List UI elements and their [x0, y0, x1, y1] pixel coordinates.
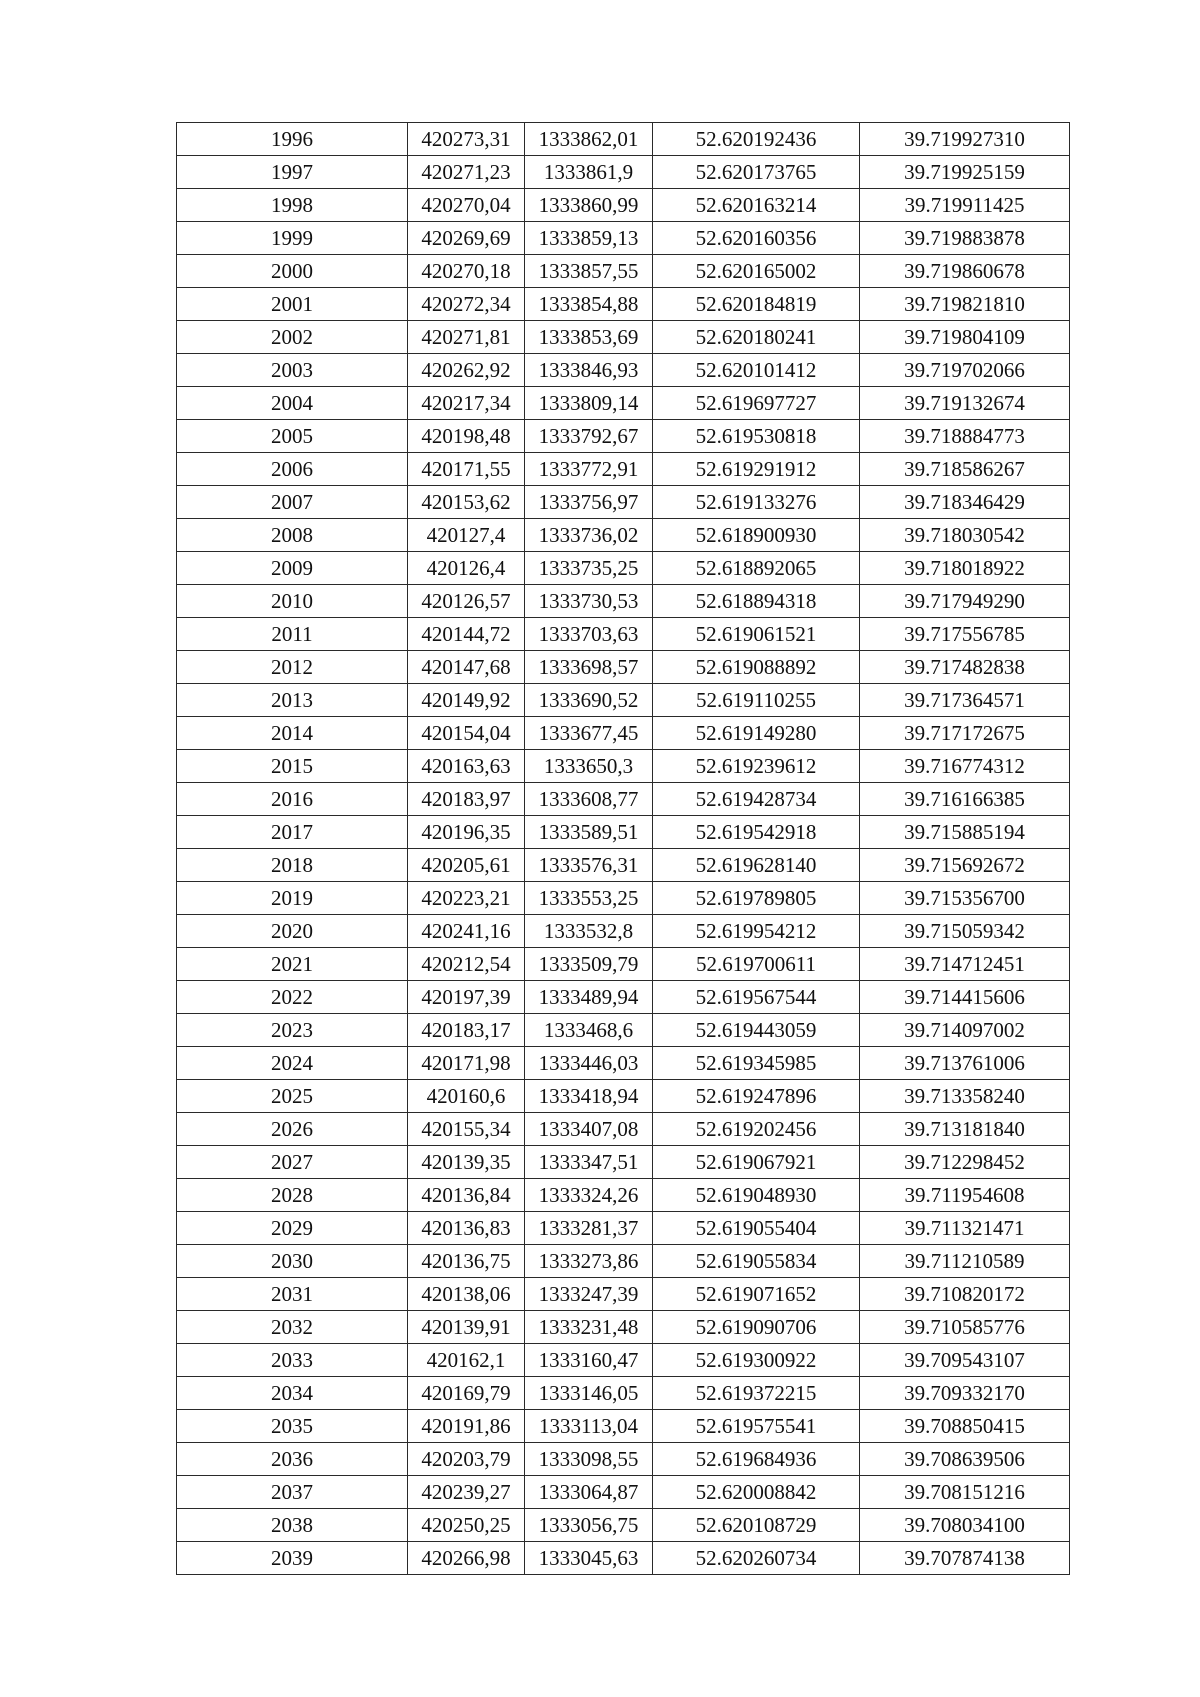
point-number-cell: 2026	[177, 1113, 408, 1146]
latitude-cell: 52.619684936	[653, 1443, 860, 1476]
y-coordinate-cell: 1333056,75	[525, 1509, 653, 1542]
point-number-cell: 2031	[177, 1278, 408, 1311]
x-coordinate-cell: 420241,16	[408, 915, 525, 948]
table-row	[177, 585, 1070, 618]
table-row	[177, 1410, 1070, 1443]
point-number-cell: 2020	[177, 915, 408, 948]
table-row	[177, 717, 1070, 750]
point-number-cell: 2021	[177, 948, 408, 981]
point-number-cell: 1997	[177, 156, 408, 189]
latitude-cell: 52.619055404	[653, 1212, 860, 1245]
latitude-cell: 52.619428734	[653, 783, 860, 816]
latitude-cell: 52.620101412	[653, 354, 860, 387]
y-coordinate-cell: 1333698,57	[525, 651, 653, 684]
longitude-cell: 39.718030542	[860, 519, 1070, 552]
longitude-cell: 39.719883878	[860, 222, 1070, 255]
longitude-cell: 39.717482838	[860, 651, 1070, 684]
table-row	[177, 1443, 1070, 1476]
table-row	[177, 1014, 1070, 1047]
y-coordinate-cell: 1333854,88	[525, 288, 653, 321]
x-coordinate-cell: 420147,68	[408, 651, 525, 684]
latitude-cell: 52.619372215	[653, 1377, 860, 1410]
y-coordinate-cell: 1333418,94	[525, 1080, 653, 1113]
x-coordinate-cell: 420136,83	[408, 1212, 525, 1245]
table-row	[177, 882, 1070, 915]
table-row	[177, 486, 1070, 519]
table-row	[177, 1179, 1070, 1212]
longitude-cell: 39.710820172	[860, 1278, 1070, 1311]
y-coordinate-cell: 1333247,39	[525, 1278, 653, 1311]
point-number-cell: 2029	[177, 1212, 408, 1245]
point-number-cell: 2003	[177, 354, 408, 387]
x-coordinate-cell: 420171,98	[408, 1047, 525, 1080]
point-number-cell: 2010	[177, 585, 408, 618]
table-row	[177, 255, 1070, 288]
longitude-cell: 39.718018922	[860, 552, 1070, 585]
longitude-cell: 39.717556785	[860, 618, 1070, 651]
x-coordinate-cell: 420126,57	[408, 585, 525, 618]
longitude-cell: 39.718884773	[860, 420, 1070, 453]
point-number-cell: 2008	[177, 519, 408, 552]
latitude-cell: 52.620008842	[653, 1476, 860, 1509]
x-coordinate-cell: 420270,18	[408, 255, 525, 288]
y-coordinate-cell: 1333857,55	[525, 255, 653, 288]
table-row	[177, 1476, 1070, 1509]
latitude-cell: 52.618900930	[653, 519, 860, 552]
x-coordinate-cell: 420155,34	[408, 1113, 525, 1146]
table-row	[177, 1542, 1070, 1575]
longitude-cell: 39.716774312	[860, 750, 1070, 783]
latitude-cell: 52.620173765	[653, 156, 860, 189]
point-number-cell: 2036	[177, 1443, 408, 1476]
y-coordinate-cell: 1333347,51	[525, 1146, 653, 1179]
y-coordinate-cell: 1333468,6	[525, 1014, 653, 1047]
table-row	[177, 1278, 1070, 1311]
x-coordinate-cell: 420127,4	[408, 519, 525, 552]
point-number-cell: 2023	[177, 1014, 408, 1047]
x-coordinate-cell: 420160,6	[408, 1080, 525, 1113]
point-number-cell: 1998	[177, 189, 408, 222]
x-coordinate-cell: 420217,34	[408, 387, 525, 420]
table-row	[177, 420, 1070, 453]
point-number-cell: 2028	[177, 1179, 408, 1212]
longitude-cell: 39.707874138	[860, 1542, 1070, 1575]
x-coordinate-cell: 420183,17	[408, 1014, 525, 1047]
point-number-cell: 2027	[177, 1146, 408, 1179]
x-coordinate-cell: 420239,27	[408, 1476, 525, 1509]
y-coordinate-cell: 1333809,14	[525, 387, 653, 420]
y-coordinate-cell: 1333736,02	[525, 519, 653, 552]
point-number-cell: 2005	[177, 420, 408, 453]
x-coordinate-cell: 420136,84	[408, 1179, 525, 1212]
x-coordinate-cell: 420197,39	[408, 981, 525, 1014]
longitude-cell: 39.719927310	[860, 123, 1070, 156]
table-row	[177, 453, 1070, 486]
latitude-cell: 52.619247896	[653, 1080, 860, 1113]
y-coordinate-cell: 1333589,51	[525, 816, 653, 849]
y-coordinate-cell: 1333772,91	[525, 453, 653, 486]
longitude-cell: 39.711954608	[860, 1179, 1070, 1212]
y-coordinate-cell: 1333860,99	[525, 189, 653, 222]
coordinates-table-body	[177, 123, 1070, 1575]
latitude-cell: 52.619055834	[653, 1245, 860, 1278]
x-coordinate-cell: 420138,06	[408, 1278, 525, 1311]
point-number-cell: 2038	[177, 1509, 408, 1542]
table-row	[177, 123, 1070, 156]
point-number-cell: 2012	[177, 651, 408, 684]
table-row	[177, 354, 1070, 387]
table-row	[177, 189, 1070, 222]
x-coordinate-cell: 420212,54	[408, 948, 525, 981]
longitude-cell: 39.718346429	[860, 486, 1070, 519]
point-number-cell: 2018	[177, 849, 408, 882]
y-coordinate-cell: 1333446,03	[525, 1047, 653, 1080]
table-row	[177, 1080, 1070, 1113]
table-row	[177, 1509, 1070, 1542]
table-row	[177, 684, 1070, 717]
latitude-cell: 52.620165002	[653, 255, 860, 288]
table-row	[177, 1212, 1070, 1245]
y-coordinate-cell: 1333703,63	[525, 618, 653, 651]
x-coordinate-cell: 420163,63	[408, 750, 525, 783]
y-coordinate-cell: 1333281,37	[525, 1212, 653, 1245]
x-coordinate-cell: 420203,79	[408, 1443, 525, 1476]
y-coordinate-cell: 1333489,94	[525, 981, 653, 1014]
point-number-cell: 2006	[177, 453, 408, 486]
point-number-cell: 2004	[177, 387, 408, 420]
table-row	[177, 1047, 1070, 1080]
table-row	[177, 1245, 1070, 1278]
table-row	[177, 519, 1070, 552]
longitude-cell: 39.717949290	[860, 585, 1070, 618]
point-number-cell: 2002	[177, 321, 408, 354]
point-number-cell: 2019	[177, 882, 408, 915]
y-coordinate-cell: 1333324,26	[525, 1179, 653, 1212]
point-number-cell: 2033	[177, 1344, 408, 1377]
longitude-cell: 39.708034100	[860, 1509, 1070, 1542]
latitude-cell: 52.618894318	[653, 585, 860, 618]
table-row	[177, 1311, 1070, 1344]
y-coordinate-cell: 1333553,25	[525, 882, 653, 915]
point-number-cell: 2025	[177, 1080, 408, 1113]
x-coordinate-cell: 420171,55	[408, 453, 525, 486]
table-row	[177, 387, 1070, 420]
table-row	[177, 321, 1070, 354]
latitude-cell: 52.619789805	[653, 882, 860, 915]
x-coordinate-cell: 420198,48	[408, 420, 525, 453]
latitude-cell: 52.619697727	[653, 387, 860, 420]
point-number-cell: 2007	[177, 486, 408, 519]
y-coordinate-cell: 1333861,9	[525, 156, 653, 189]
x-coordinate-cell: 420272,34	[408, 288, 525, 321]
latitude-cell: 52.619345985	[653, 1047, 860, 1080]
longitude-cell: 39.715059342	[860, 915, 1070, 948]
longitude-cell: 39.715885194	[860, 816, 1070, 849]
latitude-cell: 52.619133276	[653, 486, 860, 519]
x-coordinate-cell: 420271,23	[408, 156, 525, 189]
x-coordinate-cell: 420149,92	[408, 684, 525, 717]
point-number-cell: 2000	[177, 255, 408, 288]
y-coordinate-cell: 1333735,25	[525, 552, 653, 585]
y-coordinate-cell: 1333862,01	[525, 123, 653, 156]
longitude-cell: 39.715692672	[860, 849, 1070, 882]
latitude-cell: 52.619071652	[653, 1278, 860, 1311]
table-row	[177, 948, 1070, 981]
table-row	[177, 816, 1070, 849]
longitude-cell: 39.713181840	[860, 1113, 1070, 1146]
latitude-cell: 52.620180241	[653, 321, 860, 354]
latitude-cell: 52.620192436	[653, 123, 860, 156]
x-coordinate-cell: 420269,69	[408, 222, 525, 255]
latitude-cell: 52.619567544	[653, 981, 860, 1014]
longitude-cell: 39.719804109	[860, 321, 1070, 354]
longitude-cell: 39.708639506	[860, 1443, 1070, 1476]
longitude-cell: 39.718586267	[860, 453, 1070, 486]
longitude-cell: 39.710585776	[860, 1311, 1070, 1344]
table-row	[177, 552, 1070, 585]
table-row	[177, 849, 1070, 882]
y-coordinate-cell: 1333273,86	[525, 1245, 653, 1278]
longitude-cell: 39.719911425	[860, 189, 1070, 222]
x-coordinate-cell: 420139,91	[408, 1311, 525, 1344]
latitude-cell: 52.620184819	[653, 288, 860, 321]
latitude-cell: 52.619530818	[653, 420, 860, 453]
x-coordinate-cell: 420183,97	[408, 783, 525, 816]
point-number-cell: 2009	[177, 552, 408, 585]
y-coordinate-cell: 1333064,87	[525, 1476, 653, 1509]
x-coordinate-cell: 420126,4	[408, 552, 525, 585]
longitude-cell: 39.713358240	[860, 1080, 1070, 1113]
table-row	[177, 1146, 1070, 1179]
table-row	[177, 750, 1070, 783]
point-number-cell: 2017	[177, 816, 408, 849]
x-coordinate-cell: 420250,25	[408, 1509, 525, 1542]
longitude-cell: 39.711321471	[860, 1212, 1070, 1245]
x-coordinate-cell: 420262,92	[408, 354, 525, 387]
latitude-cell: 52.620160356	[653, 222, 860, 255]
latitude-cell: 52.619202456	[653, 1113, 860, 1146]
point-number-cell: 2022	[177, 981, 408, 1014]
latitude-cell: 52.619110255	[653, 684, 860, 717]
y-coordinate-cell: 1333113,04	[525, 1410, 653, 1443]
point-number-cell: 2039	[177, 1542, 408, 1575]
latitude-cell: 52.619700611	[653, 948, 860, 981]
x-coordinate-cell: 420169,79	[408, 1377, 525, 1410]
x-coordinate-cell: 420273,31	[408, 123, 525, 156]
y-coordinate-cell: 1333407,08	[525, 1113, 653, 1146]
longitude-cell: 39.719925159	[860, 156, 1070, 189]
x-coordinate-cell: 420153,62	[408, 486, 525, 519]
table-row	[177, 1113, 1070, 1146]
point-number-cell: 2014	[177, 717, 408, 750]
longitude-cell: 39.709543107	[860, 1344, 1070, 1377]
y-coordinate-cell: 1333160,47	[525, 1344, 653, 1377]
point-number-cell: 1999	[177, 222, 408, 255]
table-row	[177, 915, 1070, 948]
point-number-cell: 2035	[177, 1410, 408, 1443]
y-coordinate-cell: 1333045,63	[525, 1542, 653, 1575]
point-number-cell: 2015	[177, 750, 408, 783]
longitude-cell: 39.708850415	[860, 1410, 1070, 1443]
longitude-cell: 39.709332170	[860, 1377, 1070, 1410]
y-coordinate-cell: 1333859,13	[525, 222, 653, 255]
point-number-cell: 2011	[177, 618, 408, 651]
longitude-cell: 39.711210589	[860, 1245, 1070, 1278]
x-coordinate-cell: 420144,72	[408, 618, 525, 651]
y-coordinate-cell: 1333677,45	[525, 717, 653, 750]
y-coordinate-cell: 1333792,67	[525, 420, 653, 453]
longitude-cell: 39.714097002	[860, 1014, 1070, 1047]
table-row	[177, 156, 1070, 189]
table-row	[177, 783, 1070, 816]
y-coordinate-cell: 1333231,48	[525, 1311, 653, 1344]
longitude-cell: 39.719821810	[860, 288, 1070, 321]
latitude-cell: 52.620108729	[653, 1509, 860, 1542]
x-coordinate-cell: 420270,04	[408, 189, 525, 222]
latitude-cell: 52.619067921	[653, 1146, 860, 1179]
table-row	[177, 1344, 1070, 1377]
point-number-cell: 2001	[177, 288, 408, 321]
y-coordinate-cell: 1333730,53	[525, 585, 653, 618]
longitude-cell: 39.717364571	[860, 684, 1070, 717]
point-number-cell: 2034	[177, 1377, 408, 1410]
point-number-cell: 2032	[177, 1311, 408, 1344]
latitude-cell: 52.618892065	[653, 552, 860, 585]
longitude-cell: 39.716166385	[860, 783, 1070, 816]
longitude-cell: 39.719132674	[860, 387, 1070, 420]
table-row	[177, 222, 1070, 255]
y-coordinate-cell: 1333532,8	[525, 915, 653, 948]
point-number-cell: 2030	[177, 1245, 408, 1278]
latitude-cell: 52.620260734	[653, 1542, 860, 1575]
y-coordinate-cell: 1333690,52	[525, 684, 653, 717]
longitude-cell: 39.708151216	[860, 1476, 1070, 1509]
longitude-cell: 39.714712451	[860, 948, 1070, 981]
point-number-cell: 2024	[177, 1047, 408, 1080]
latitude-cell: 52.620163214	[653, 189, 860, 222]
longitude-cell: 39.712298452	[860, 1146, 1070, 1179]
x-coordinate-cell: 420271,81	[408, 321, 525, 354]
y-coordinate-cell: 1333576,31	[525, 849, 653, 882]
y-coordinate-cell: 1333756,97	[525, 486, 653, 519]
latitude-cell: 52.619575541	[653, 1410, 860, 1443]
latitude-cell: 52.619542918	[653, 816, 860, 849]
y-coordinate-cell: 1333608,77	[525, 783, 653, 816]
table-row	[177, 288, 1070, 321]
coordinates-table	[176, 122, 1070, 1575]
x-coordinate-cell: 420191,86	[408, 1410, 525, 1443]
table-row	[177, 618, 1070, 651]
x-coordinate-cell: 420154,04	[408, 717, 525, 750]
longitude-cell: 39.715356700	[860, 882, 1070, 915]
x-coordinate-cell: 420223,21	[408, 882, 525, 915]
point-number-cell: 1996	[177, 123, 408, 156]
latitude-cell: 52.619088892	[653, 651, 860, 684]
point-number-cell: 2016	[177, 783, 408, 816]
latitude-cell: 52.619061521	[653, 618, 860, 651]
table-row	[177, 1377, 1070, 1410]
latitude-cell: 52.619239612	[653, 750, 860, 783]
y-coordinate-cell: 1333146,05	[525, 1377, 653, 1410]
longitude-cell: 39.719702066	[860, 354, 1070, 387]
latitude-cell: 52.619090706	[653, 1311, 860, 1344]
latitude-cell: 52.619149280	[653, 717, 860, 750]
latitude-cell: 52.619291912	[653, 453, 860, 486]
table-row	[177, 981, 1070, 1014]
longitude-cell: 39.717172675	[860, 717, 1070, 750]
x-coordinate-cell: 420205,61	[408, 849, 525, 882]
latitude-cell: 52.619443059	[653, 1014, 860, 1047]
x-coordinate-cell: 420162,1	[408, 1344, 525, 1377]
y-coordinate-cell: 1333098,55	[525, 1443, 653, 1476]
longitude-cell: 39.713761006	[860, 1047, 1070, 1080]
x-coordinate-cell: 420139,35	[408, 1146, 525, 1179]
x-coordinate-cell: 420266,98	[408, 1542, 525, 1575]
latitude-cell: 52.619954212	[653, 915, 860, 948]
x-coordinate-cell: 420136,75	[408, 1245, 525, 1278]
point-number-cell: 2037	[177, 1476, 408, 1509]
table-row	[177, 651, 1070, 684]
y-coordinate-cell: 1333509,79	[525, 948, 653, 981]
longitude-cell: 39.714415606	[860, 981, 1070, 1014]
longitude-cell: 39.719860678	[860, 255, 1070, 288]
latitude-cell: 52.619048930	[653, 1179, 860, 1212]
y-coordinate-cell: 1333650,3	[525, 750, 653, 783]
point-number-cell: 2013	[177, 684, 408, 717]
latitude-cell: 52.619628140	[653, 849, 860, 882]
y-coordinate-cell: 1333846,93	[525, 354, 653, 387]
y-coordinate-cell: 1333853,69	[525, 321, 653, 354]
x-coordinate-cell: 420196,35	[408, 816, 525, 849]
latitude-cell: 52.619300922	[653, 1344, 860, 1377]
